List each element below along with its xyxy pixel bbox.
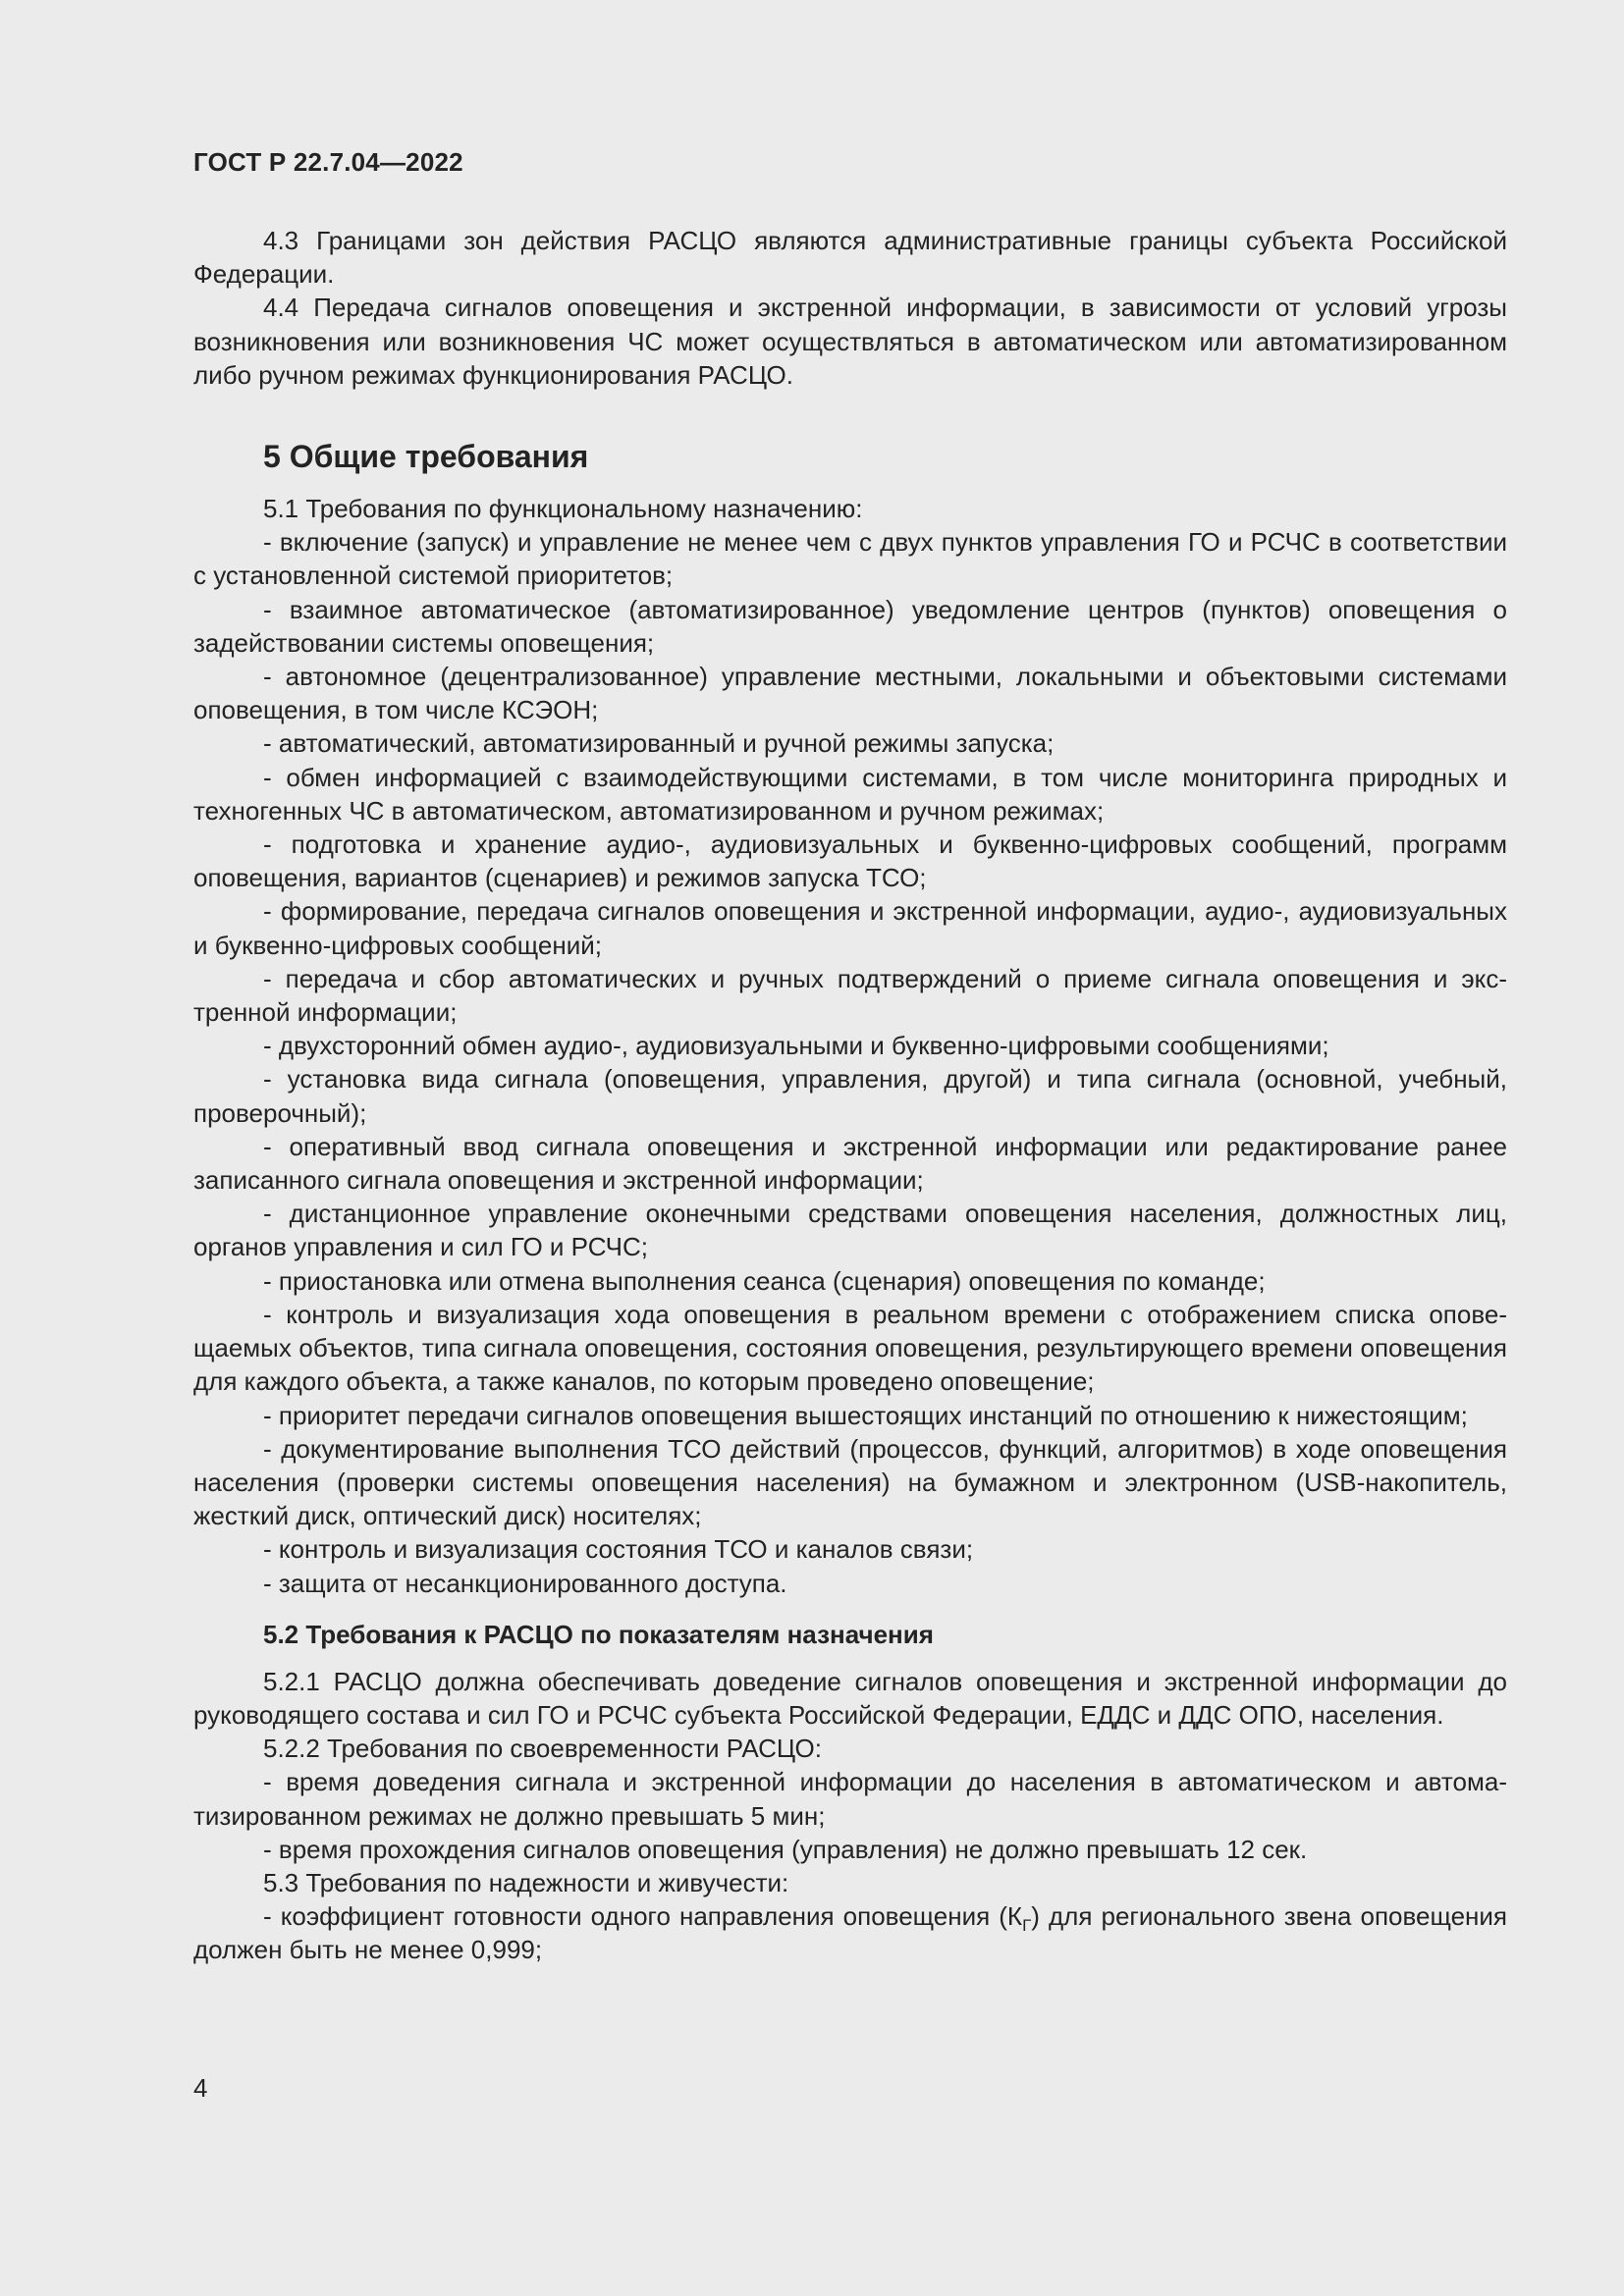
paragraph-5-3: 5.3 Требования по надежности и живучести: bbox=[263, 1867, 789, 1897]
list-item-readiness-coefficient bbox=[193, 1899, 1507, 1966]
readiness-subscript: Г bbox=[1022, 1916, 1032, 1936]
document-body bbox=[193, 224, 1507, 1967]
paragraph-5-1: 5.1 Требования по функциональному назначению: bbox=[263, 494, 863, 524]
list-item: - двухсторонний обмен аудио-, аудиовизуальными и буквенно-цифровыми сообщениями; bbox=[263, 1031, 1329, 1061]
document-code-header: ГОСТ Р 22.7.04—2022 bbox=[193, 147, 463, 177]
paragraph-4-4: 4.4 Передача сигналов оповещения и экстренной информации, в зависимости от условий угрозы возникновения или возникновения ЧС может осуществляться в автоматическом или автоматизированном либо ручном режимах функционирования РАСЦО. bbox=[193, 293, 1507, 390]
list-item: - приоритет передачи сигналов оповещения вышестоящих инстанций по отношению к нижестоящим; bbox=[263, 1400, 1468, 1430]
list-item: - включение (запуск) и управление не менее чем с двух пунктов управления ГО и РСЧС в соответствии с установленной системой приоритетов; bbox=[193, 527, 1507, 591]
list-item: - подготовка и хранение аудио-, аудиовизуальных и буквенно-цифровых сообщений, программ оповещения, вариантов (сценариев) и режимов запуска ТСО; bbox=[193, 829, 1507, 893]
list-item: - приостановка или отмена выполнения сеанса (сценария) оповещения по команде; bbox=[263, 1265, 1266, 1296]
section-5-heading: 5 Общие требования bbox=[263, 439, 589, 475]
list-item: - передача и сбор автоматических и ручных подтверждений о приеме сигнала оповещения и экстренной информации; bbox=[193, 963, 1507, 1028]
list-item: - контроль и визуализация хода оповещения в реальном времени с отображением списка оповещаемых объектов, типа сигнала оповещения, состояния оповещения, результирующего времени оповещения для каждого объекта, а также каналов, по которым проведено оповещение; bbox=[193, 1299, 1507, 1397]
list-item: - установка вида сигнала (оповещения, управления, другой) и типа сигнала (основной, учебный, проверочный); bbox=[193, 1064, 1507, 1128]
paragraph-5-2-2: 5.2.2 Требования по своевременности РАСЦО: bbox=[263, 1734, 822, 1764]
readiness-text-before: - коэффициент готовности одного направления оповещения (К bbox=[263, 1901, 1023, 1932]
paragraph-4-3: 4.3 Границами зон действия РАСЦО являются административные границы субъекта Российской Федерации. bbox=[193, 226, 1507, 290]
list-item: - контроль и визуализация состояния ТСО и каналов связи; bbox=[263, 1534, 974, 1565]
list-item: - документирование выполнения ТСО действий (процессов, функций, алгоритмов) в ходе оповещения населения (проверки системы оповещения населения) на бумажном и электронном (USB-накопитель, жесткий диск, оптический диск) носителях; bbox=[193, 1433, 1507, 1531]
paragraph-5-2-1: 5.2.1 РАСЦО должна обеспечивать доведение сигналов оповещения и экстренной информации до руководящего состава и сил ГО и РСЧС субъекта Российской Федерации, ЕДДС и ДДС ОПО, населения. bbox=[193, 1666, 1507, 1730]
list-item: - защита от несанкционированного доступа. bbox=[263, 1568, 787, 1598]
list-item: - время доведения сигнала и экстренной информации до населения в автоматическом и автоматизированном режимах не должно превышать 5 мин; bbox=[193, 1767, 1507, 1831]
list-item: - дистанционное управление оконечными средствами оповещения населения, должностных лиц, органов управления и сил ГО и РСЧС; bbox=[193, 1199, 1507, 1262]
section-5-2-heading: 5.2 Требования к РАСЦО по показателям назначения bbox=[263, 1619, 934, 1649]
page-number: 4 bbox=[193, 2073, 208, 2103]
list-item: - обмен информацией с взаимодействующими системами, в том числе мониторинга природных и техногенных ЧС в автоматическом, автоматизированном и ручном режимах; bbox=[193, 762, 1507, 826]
list-item: - формирование, передача сигналов оповещения и экстренной информации, аудио-, аудиовизуальных и буквенно-цифровых сообщений; bbox=[193, 896, 1507, 960]
list-item: - время прохождения сигналов оповещения (управления) не должно превышать 12 сек. bbox=[263, 1834, 1308, 1864]
list-item: - автоматический, автоматизированный и ручной режимы запуска; bbox=[263, 728, 1055, 759]
list-item: - автономное (децентрализованное) управление местными, локальными и объектовыми системами оповещения, в том числе КСЭОН; bbox=[193, 662, 1507, 725]
list-item: - оперативный ввод сигнала оповещения и экстренной информации или редактирование ранее записанного сигнала оповещения и экстренной информации; bbox=[193, 1131, 1507, 1196]
readiness-text-after: ) для регионального звена оповещения должен быть не менее 0,999; bbox=[193, 1901, 1507, 1965]
list-item: - взаимное автоматическое (автоматизированное) уведомление центров (пунктов) оповещения о задействовании системы оповещения; bbox=[193, 594, 1507, 658]
